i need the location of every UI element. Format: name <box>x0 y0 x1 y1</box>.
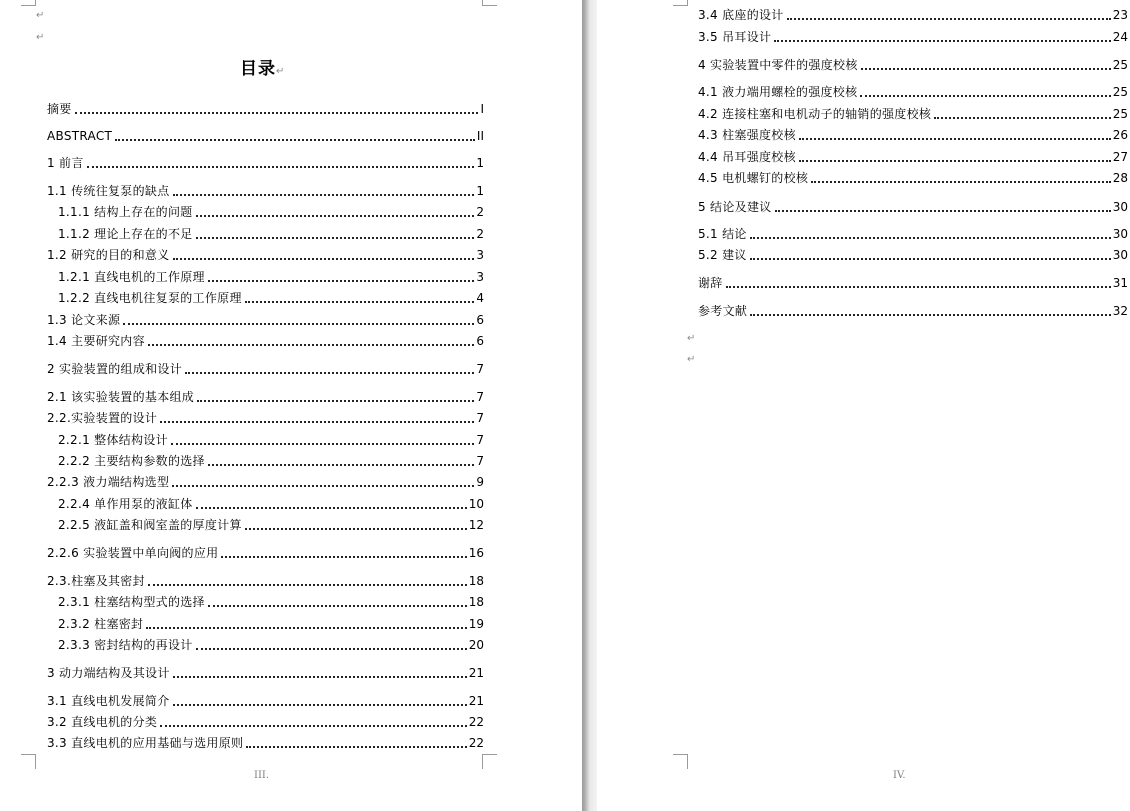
toc-entry[interactable] <box>47 101 484 117</box>
toc-entry[interactable] <box>698 303 1128 319</box>
toc-entry-page-number: 20 <box>468 638 484 652</box>
margin-corner-mark <box>21 754 36 769</box>
toc-entry-page-number: 10 <box>468 497 484 511</box>
toc-entry-page-number: 2 <box>476 227 484 241</box>
toc-entry[interactable] <box>47 333 484 349</box>
toc-entry[interactable] <box>47 474 484 490</box>
toc-entry-page-number: 3 <box>476 270 484 284</box>
toc-entry-label: 3.3 直线电机的应用基础与选用原则 <box>47 736 244 750</box>
toc-entry-page-number: 28 <box>1112 171 1128 185</box>
toc-dot-leader <box>775 210 1111 212</box>
toc-entry[interactable] <box>47 665 484 681</box>
toc-dot-leader <box>160 725 467 727</box>
toc-entry-label: 1 前言 <box>47 156 84 170</box>
toc-entry-label: 2.3.1 柱塞结构型式的选择 <box>58 595 205 609</box>
toc-entry[interactable] <box>47 410 484 426</box>
toc-dot-leader <box>221 556 466 558</box>
toc-entry-page-number: 7 <box>476 433 484 447</box>
toc-entry-page-number: 31 <box>1112 276 1128 290</box>
toc-entry[interactable] <box>698 170 1128 186</box>
toc-entry-label: 2.2.3 液力端结构选型 <box>47 475 170 489</box>
toc-entry-label: 4.3 柱塞强度校核 <box>698 128 796 142</box>
toc-entry[interactable] <box>47 247 484 263</box>
toc-entry-page-number: 9 <box>476 475 484 489</box>
toc-title-text: 目录 <box>240 59 276 79</box>
toc-entry-page-number: 7 <box>476 362 484 376</box>
toc-entry[interactable] <box>58 290 484 306</box>
margin-corner-mark <box>482 754 497 769</box>
toc-dot-leader <box>860 95 1110 97</box>
toc-entry-label: 5.2 建议 <box>698 248 747 262</box>
toc-dot-leader <box>196 215 475 217</box>
toc-dot-leader <box>115 139 475 141</box>
toc-entry-page-number: 21 <box>468 666 484 680</box>
toc-entry-label: 2.2.2 主要结构参数的选择 <box>58 454 205 468</box>
toc-entry[interactable] <box>698 7 1128 23</box>
toc-entry-page-number: 6 <box>476 313 484 327</box>
toc-entry-label: 谢辞 <box>698 276 723 290</box>
toc-dot-leader <box>750 314 1111 316</box>
paragraph-mark-icon: ↵ <box>687 354 696 365</box>
toc-entry-label: 1.1.1 结构上存在的问题 <box>58 205 193 219</box>
toc-entry-label: ABSTRACT <box>47 129 113 143</box>
toc-entry[interactable] <box>58 269 484 285</box>
toc-dot-leader <box>196 648 467 650</box>
toc-entry[interactable] <box>47 128 484 144</box>
toc-entry-page-number: 19 <box>468 617 484 631</box>
toc-entry-page-number: 1 <box>476 156 484 170</box>
toc-entry[interactable] <box>47 183 484 199</box>
toc-entry-page-number: 30 <box>1112 248 1128 262</box>
toc-dot-leader <box>146 627 466 629</box>
toc-dot-leader <box>208 605 467 607</box>
toc-dot-leader <box>246 746 466 748</box>
toc-entry-page-number: 26 <box>1112 128 1128 142</box>
toc-entry-label: 1.2 研究的目的和意义 <box>47 248 170 262</box>
toc-entry[interactable] <box>698 57 1128 73</box>
toc-entry[interactable] <box>47 155 484 171</box>
toc-entry[interactable] <box>47 714 484 730</box>
toc-entry-page-number: 1 <box>476 184 484 198</box>
paragraph-mark-icon: ↵ <box>36 10 45 21</box>
toc-entry-label: 4.2 连接柱塞和电机动子的轴销的强度校核 <box>698 107 932 121</box>
toc-entry[interactable] <box>47 573 484 589</box>
toc-entry[interactable] <box>47 545 484 561</box>
toc-entry[interactable] <box>47 312 484 328</box>
toc-entry-label: 1.1.2 理论上存在的不足 <box>58 227 193 241</box>
toc-entry-label: 2.3.3 密封结构的再设计 <box>58 638 193 652</box>
toc-entry-label: 1.4 主要研究内容 <box>47 334 145 348</box>
toc-entry[interactable] <box>58 594 484 610</box>
paragraph-mark-icon: ↵ <box>36 32 45 43</box>
toc-entry[interactable] <box>58 453 484 469</box>
toc-dot-leader <box>787 18 1111 20</box>
toc-entry-label: 1.2.2 直线电机往复泵的工作原理 <box>58 291 242 305</box>
toc-entry-page-number: 4 <box>476 291 484 305</box>
toc-dot-leader <box>799 138 1111 140</box>
margin-corner-mark <box>21 0 36 6</box>
toc-entry[interactable] <box>698 84 1128 100</box>
page-gutter <box>582 0 597 811</box>
toc-entry[interactable] <box>698 199 1128 215</box>
toc-dot-leader <box>148 584 467 586</box>
toc-entry-label: 3.2 直线电机的分类 <box>47 715 158 729</box>
toc-entry-label: 3 动力端结构及其设计 <box>47 666 170 680</box>
toc-entry-label: 2.2.5 液缸盖和阀室盖的厚度计算 <box>58 518 242 532</box>
toc-entry[interactable] <box>47 735 484 751</box>
toc-entry-label: 摘要 <box>47 102 72 116</box>
toc-entry-page-number: 16 <box>468 546 484 560</box>
toc-entry[interactable] <box>58 616 484 632</box>
toc-entry-label: 2.1 该实验装置的基本组成 <box>47 390 195 404</box>
toc-entry[interactable] <box>47 361 484 377</box>
toc-dot-leader <box>148 344 474 346</box>
toc-entry-page-number: 23 <box>1112 8 1128 22</box>
toc-entry-label: 4.5 电机螺钉的校核 <box>698 171 809 185</box>
toc-entry[interactable] <box>698 106 1128 122</box>
toc-entry[interactable] <box>58 496 484 512</box>
toc-entry-page-number: 24 <box>1112 30 1128 44</box>
toc-dot-leader <box>861 68 1111 70</box>
toc-entry-page-number: 7 <box>476 411 484 425</box>
toc-entry[interactable] <box>698 226 1128 242</box>
toc-entry-label: 2.2.4 单作用泵的液缸体 <box>58 497 193 511</box>
toc-entry[interactable] <box>47 693 484 709</box>
paragraph-mark-icon: ↵ <box>276 66 286 77</box>
toc-dot-leader <box>245 301 475 303</box>
toc-entry-page-number: 25 <box>1112 85 1128 99</box>
toc-entry-label: 2.3.柱塞及其密封 <box>47 574 145 588</box>
toc-entry-label: 2.2.实验装置的设计 <box>47 411 158 425</box>
toc-entry-page-number: 21 <box>468 694 484 708</box>
toc-entry-page-number: 22 <box>468 715 484 729</box>
toc-entry-page-number: 6 <box>476 334 484 348</box>
margin-corner-mark <box>673 754 688 769</box>
toc-entry-label: 3.4 底座的设计 <box>698 8 784 22</box>
toc-dot-leader <box>245 528 467 530</box>
toc-entry-page-number: 18 <box>468 574 484 588</box>
page-number-footer: IV. <box>893 770 906 781</box>
toc-dot-leader <box>799 160 1111 162</box>
toc-dot-leader <box>75 112 479 114</box>
toc-entry-page-number: 2 <box>476 205 484 219</box>
toc-entry[interactable] <box>58 226 484 242</box>
toc-entry-page-number: 22 <box>468 736 484 750</box>
toc-entry-page-number: 27 <box>1112 150 1128 164</box>
toc-dot-leader <box>87 166 475 168</box>
paragraph-mark-icon: ↵ <box>687 333 696 344</box>
toc-entry-page-number: 18 <box>468 595 484 609</box>
document-page-right <box>597 0 1130 811</box>
toc-entry-page-number: 3 <box>476 248 484 262</box>
toc-dot-leader <box>208 280 475 282</box>
toc-dot-leader <box>726 286 1111 288</box>
toc-entry[interactable] <box>698 275 1128 291</box>
toc-dot-leader <box>160 421 474 423</box>
toc-entry-page-number: 30 <box>1112 227 1128 241</box>
toc-title <box>240 58 285 83</box>
toc-dot-leader <box>934 117 1111 119</box>
toc-entry-label: 1.3 论文来源 <box>47 313 121 327</box>
toc-entry[interactable] <box>698 127 1128 143</box>
toc-entry[interactable] <box>47 389 484 405</box>
toc-entry-page-number: II <box>476 129 484 143</box>
toc-entry-label: 2.2.6 实验装置中单向阀的应用 <box>47 546 219 560</box>
toc-dot-leader <box>173 676 467 678</box>
toc-entry-page-number: 30 <box>1112 200 1128 214</box>
margin-corner-mark <box>482 0 497 6</box>
toc-entry-page-number: I <box>480 102 484 116</box>
toc-dot-leader <box>172 485 474 487</box>
toc-dot-leader <box>750 258 1111 260</box>
toc-entry[interactable] <box>698 149 1128 165</box>
toc-dot-leader <box>811 181 1111 183</box>
toc-entry-label: 3.5 吊耳设计 <box>698 30 772 44</box>
toc-dot-leader <box>123 323 474 325</box>
toc-entry-label: 2.3.2 柱塞密封 <box>58 617 144 631</box>
toc-entry-page-number: 25 <box>1112 58 1128 72</box>
margin-corner-mark <box>673 0 688 6</box>
toc-entry-label: 4.1 液力端用螺栓的强度校核 <box>698 85 858 99</box>
toc-entry-label: 1.2.1 直线电机的工作原理 <box>58 270 205 284</box>
toc-entry[interactable] <box>698 29 1128 45</box>
toc-dot-leader <box>196 507 467 509</box>
toc-entry[interactable] <box>58 432 484 448</box>
toc-entry[interactable] <box>58 204 484 220</box>
toc-dot-leader <box>750 237 1111 239</box>
page-number-footer: III. <box>254 770 270 781</box>
toc-entry-label: 4.4 吊耳强度校核 <box>698 150 796 164</box>
toc-entry[interactable] <box>58 637 484 653</box>
toc-dot-leader <box>208 464 475 466</box>
toc-entry[interactable] <box>58 517 484 533</box>
toc-dot-leader <box>173 704 467 706</box>
toc-entry-page-number: 32 <box>1112 304 1128 318</box>
toc-entry-label: 5.1 结论 <box>698 227 747 241</box>
toc-dot-leader <box>197 400 474 402</box>
toc-entry-label: 2 实验装置的组成和设计 <box>47 362 183 376</box>
toc-entry-label: 参考文献 <box>698 304 748 318</box>
toc-entry-label: 3.1 直线电机发展简介 <box>47 694 170 708</box>
toc-entry-label: 4 实验装置中零件的强度校核 <box>698 58 858 72</box>
toc-entry-page-number: 7 <box>476 454 484 468</box>
toc-entry-label: 2.2.1 整体结构设计 <box>58 433 168 447</box>
toc-dot-leader <box>774 40 1110 42</box>
toc-dot-leader <box>171 443 474 445</box>
toc-entry-page-number: 12 <box>468 518 484 532</box>
toc-dot-leader <box>173 258 475 260</box>
toc-entry-page-number: 25 <box>1112 107 1128 121</box>
toc-entry-label: 5 结论及建议 <box>698 200 772 214</box>
toc-dot-leader <box>185 372 474 374</box>
toc-entry-label: 1.1 传统往复泵的缺点 <box>47 184 170 198</box>
toc-dot-leader <box>173 194 475 196</box>
toc-dot-leader <box>196 237 475 239</box>
toc-entry[interactable] <box>698 247 1128 263</box>
toc-entry-page-number: 7 <box>476 390 484 404</box>
